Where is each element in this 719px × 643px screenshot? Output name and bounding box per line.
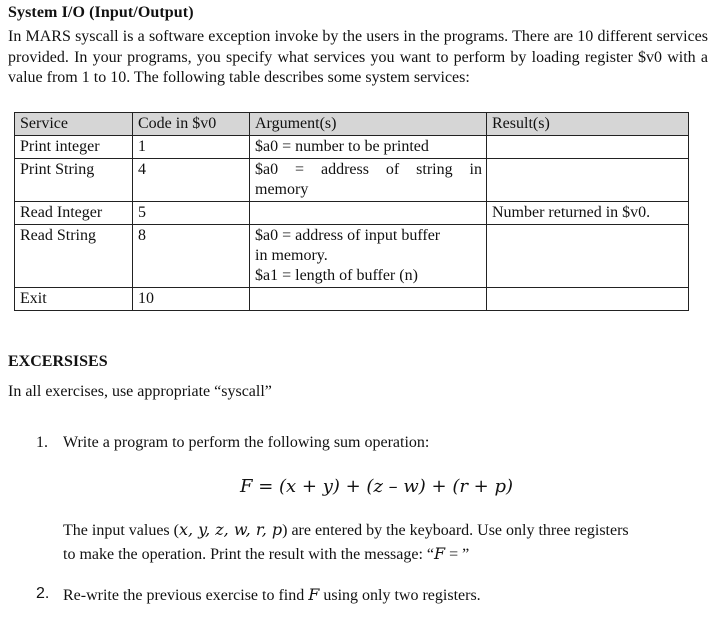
exercise-number: 1.: [36, 434, 48, 451]
cell-code: 5: [133, 202, 250, 225]
cell-result: [487, 159, 689, 202]
f-symbol: F: [434, 544, 446, 563]
cell-args: [250, 202, 487, 225]
table-row: [15, 159, 689, 202]
desc-text: to make the operation. Print the result with the message: “: [63, 546, 435, 563]
cell-result: [487, 136, 689, 159]
exercise-description: [63, 518, 703, 566]
sum-formula: F = (x + y) + (z – w) + (r + p): [240, 476, 514, 497]
table-header-row: [15, 113, 689, 136]
input-variables: x, y, z, w, r, p: [178, 520, 283, 539]
exercises-heading: EXCERSISES: [8, 353, 108, 370]
cell-service: Print integer: [15, 136, 133, 159]
cell-code: 8: [133, 225, 250, 288]
table-row: [15, 288, 689, 311]
cell-args: [250, 136, 487, 159]
header-code: Code in $v0: [133, 113, 250, 136]
cell-service: Exit: [15, 288, 133, 311]
cell-service: Print String: [15, 159, 133, 202]
exercise-text: Write a program to perform the following sum operation:: [63, 434, 430, 451]
desc-text: using only two registers.: [319, 587, 481, 604]
cell-result: [487, 225, 689, 288]
desc-text: ) are entered by the keyboard. Use only three registers: [282, 522, 629, 539]
cell-code: 1: [133, 136, 250, 159]
f-symbol: F: [308, 585, 320, 604]
arg-line: $a0 = address of string in: [255, 161, 482, 178]
section-title: System I/O (Input/Output): [8, 4, 194, 21]
arg-line: memory: [255, 181, 309, 198]
cell-code: 10: [133, 288, 250, 311]
services-table: [14, 112, 689, 311]
cell-service: Read Integer: [15, 202, 133, 225]
desc-text: Re-write the previous exercise to find: [63, 587, 309, 604]
cell-args: [250, 288, 487, 311]
arg-line: in memory.: [255, 247, 328, 264]
arg-line: $a0 = number to be printed: [255, 138, 429, 155]
desc-text: = ”: [445, 546, 470, 563]
header-results: Result(s): [487, 113, 689, 136]
table-row: [15, 202, 689, 225]
exercise-number: 2.: [36, 585, 50, 602]
cell-result: [487, 288, 689, 311]
header-service: Service: [15, 113, 133, 136]
desc-text: The input values (: [63, 522, 179, 539]
arg-line: $a0 = address of input buffer: [255, 227, 441, 244]
exercises-subtitle: In all exercises, use appropriate “syscall”: [8, 383, 272, 400]
cell-service: Read String: [15, 225, 133, 288]
cell-args: [250, 159, 487, 202]
cell-code: 4: [133, 159, 250, 202]
arg-line: $a1 = length of buffer (n): [255, 267, 418, 284]
table-row: [15, 136, 689, 159]
cell-result: Number returned in $v0.: [487, 202, 689, 225]
intro-paragraph: In MARS syscall is a software exception invoke by the users in the programs. There are 10 different services provided. In your programs, you specify what services you want to perform by loading register $v0 with a value from 1 to 10. The following table describes some system services:: [8, 28, 708, 86]
exercise-text: [63, 585, 481, 605]
table-row: [15, 225, 689, 288]
header-arguments: Argument(s): [250, 113, 487, 136]
cell-args: [250, 225, 487, 288]
